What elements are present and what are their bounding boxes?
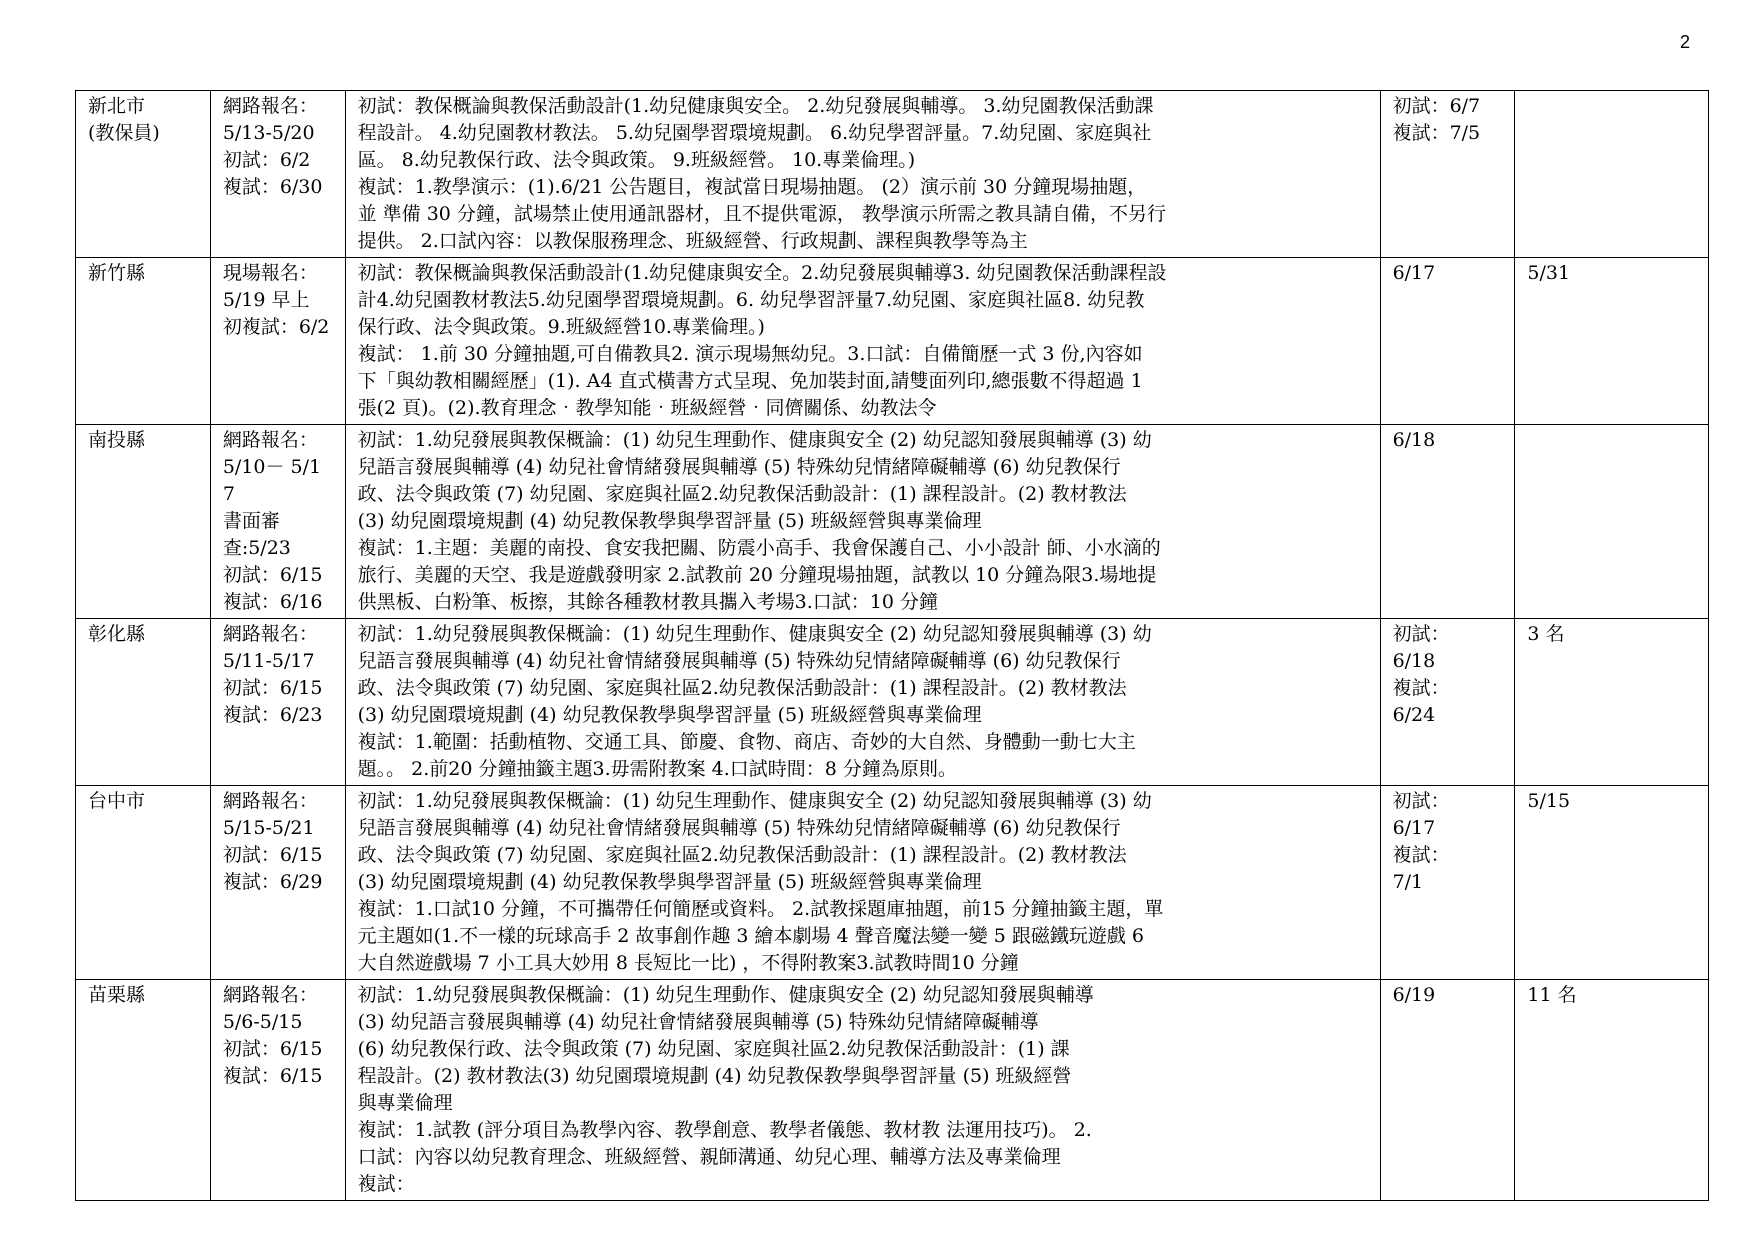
text-line: 網路報名： <box>222 429 318 451</box>
text-line: 保行政、法令與政策。9.班級經營10.專業倫理。) <box>357 316 765 338</box>
quota-cell <box>1515 619 1709 786</box>
text-line: 初試：教保概論與教保活動設計(1.幼兒健康與安全。 2.幼兒發展與輔導。 3.幼兒園教保活動課 <box>357 95 1154 117</box>
registration-cell <box>210 91 345 258</box>
quota-cell <box>1515 258 1709 425</box>
text-line: 複試： 1.前 30 分鐘抽題,可自備教具2. 演示現場無幼兒。3.口試：自備簡歷一式 3 份,內容如 <box>357 343 1143 365</box>
text-line: 政、法令與政策 (7) 幼兒園、家庭與社區2.幼兒教保活動設計：(1) 課程設計。(2) 教材教法 <box>357 483 1127 505</box>
text-line: 7/1 <box>1392 871 1424 893</box>
text-line: 複試：6/23 <box>222 704 323 726</box>
text-line: 新北市 <box>88 95 146 117</box>
text-line: 初試：1.幼兒發展與教保概論：(1) 幼兒生理動作、健康與安全 (2) 幼兒認知發展與輔導 (3) 幼 <box>357 623 1152 645</box>
registration-cell <box>210 980 345 1201</box>
text-line: 複試：7/5 <box>1392 122 1481 144</box>
exam-content-cell <box>345 425 1380 619</box>
table-row <box>76 980 1709 1201</box>
text-line: 查:5/23 <box>222 537 291 559</box>
text-line: 計4.幼兒園教材教法5.幼兒園學習環境規劃。6. 幼兒學習評量7.幼兒園、家庭與社區8. 幼兒教 <box>357 289 1145 311</box>
text-line: 6/17 <box>1392 817 1436 839</box>
region-cell <box>76 425 211 619</box>
exam-date-cell <box>1380 91 1515 258</box>
text-line: 題。。 2.前20 分鐘抽籤主題3.毋需附教案 4.口試時間：8 分鐘為原則。 <box>357 758 957 780</box>
text-line: 初試：6/15 <box>222 564 323 586</box>
text-line: 初試：6/15 <box>222 1038 323 1060</box>
text-line: 初試：6/15 <box>222 677 323 699</box>
text-line: 新竹縣 <box>88 262 146 284</box>
registration-cell <box>210 425 345 619</box>
text-line: 初試：1.幼兒發展與教保概論：(1) 幼兒生理動作、健康與安全 (2) 幼兒認知發展與輔導 (3) 幼 <box>357 790 1152 812</box>
text-line: 網路報名： <box>222 623 318 645</box>
text-line: 兒語言發展與輔導 (4) 幼兒社會情緒發展與輔導 (5) 特殊幼兒情緒障礙輔導 (6) 幼兒教保行 <box>357 456 1121 478</box>
text-line: 與專業倫理 <box>357 1092 453 1114</box>
text-line: 兒語言發展與輔導 (4) 幼兒社會情緒發展與輔導 (5) 特殊幼兒情緒障礙輔導 (6) 幼兒教保行 <box>357 817 1121 839</box>
region-cell <box>76 619 211 786</box>
text-line: 初試：1.幼兒發展與教保概論：(1) 幼兒生理動作、健康與安全 (2) 幼兒認知發展與輔導 (3) 幼 <box>357 429 1152 451</box>
text-line: 南投縣 <box>88 429 146 451</box>
exam-date-cell <box>1380 980 1515 1201</box>
text-line: 複試：1.範圍：括動植物、交通工具、節慶、食物、商店、奇妙的大自然、身體動一動七大主 <box>357 731 1136 753</box>
text-line: 網路報名： <box>222 95 318 117</box>
text-line: 兒語言發展與輔導 (4) 幼兒社會情緒發展與輔導 (5) 特殊幼兒情緒障礙輔導 (6) 幼兒教保行 <box>357 650 1121 672</box>
exam-content-cell <box>345 786 1380 980</box>
text-line: 政、法令與政策 (7) 幼兒園、家庭與社區2.幼兒教保活動設計：(1) 課程設計。(2) 教材教法 <box>357 844 1127 866</box>
text-line: 5/11-5/17 <box>222 650 315 672</box>
text-line: 提供。 2.口試內容：以教保服務理念、班級經營、行政規劃、課程與教學等為主 <box>357 230 1028 252</box>
registration-cell <box>210 786 345 980</box>
text-line: 5/15-5/21 <box>222 817 315 839</box>
text-line: 台中市 <box>88 790 146 812</box>
text-line: 11 名 <box>1527 984 1577 1006</box>
exam-schedule-table <box>75 90 1709 1201</box>
text-line: 複試： <box>1392 677 1450 699</box>
table-row <box>76 619 1709 786</box>
text-line: 初試：6/7 <box>1392 95 1481 117</box>
text-line: 初試：教保概論與教保活動設計(1.幼兒健康與安全。2.幼兒發展與輔導3. 幼兒園教保活動課程設 <box>357 262 1167 284</box>
text-line: 元主題如(1.不一樣的玩球高手 2 故事創作趣 3 繪本劇場 4 聲音魔法變一變 5 跟磁鐵玩遊戲 6 <box>357 925 1144 947</box>
table-body <box>76 91 1709 1201</box>
text-line: 政、法令與政策 (7) 幼兒園、家庭與社區2.幼兒教保活動設計：(1) 課程設計。(2) 教材教法 <box>357 677 1127 699</box>
table-row <box>76 425 1709 619</box>
registration-cell <box>210 258 345 425</box>
exam-date-cell <box>1380 619 1515 786</box>
region-cell <box>76 258 211 425</box>
quota-cell <box>1515 786 1709 980</box>
text-line: 複試：6/30 <box>222 176 323 198</box>
text-line: 大自然遊戲場 7 小工具大妙用 8 長短比一比) ，不得附教案3.試教時間10 分鐘 <box>357 952 1019 974</box>
text-line: 供黑板、白粉筆、板擦，其餘各種教材教具攜入考場3.口試：10 分鐘 <box>357 591 938 613</box>
text-line: 並 準備 30 分鐘，試場禁止使用通訊器材，且不提供電源， 教學演示所需之教具請自備，不另行 <box>357 203 1166 225</box>
text-line: 口試：內容以幼兒教育理念、班級經營、親師溝通、幼兒心理、輔導方法及專業倫理 <box>357 1146 1061 1168</box>
text-line: 彰化縣 <box>88 623 146 645</box>
text-line: 複試：6/15 <box>222 1065 323 1087</box>
exam-content-cell <box>345 619 1380 786</box>
quota-cell <box>1515 91 1709 258</box>
text-line: 3 名 <box>1527 623 1565 645</box>
page-number: 2 <box>1679 32 1690 52</box>
text-line: 初試：1.幼兒發展與教保概論：(1) 幼兒生理動作、健康與安全 (2) 幼兒認知發展與輔導 <box>357 984 1094 1006</box>
text-line: 網路報名： <box>222 984 318 1006</box>
region-cell <box>76 980 211 1201</box>
quota-cell <box>1515 980 1709 1201</box>
text-line: 下「與幼教相關經歷」(1). A4 直式橫書方式呈現、免加裝封面,請雙面列印,總張數不得超過 1 <box>357 370 1143 392</box>
text-line: 複試：1.教學演示：(1).6/21 公告題目，複試當日現場抽題。 (2）演示前 30 分鐘現場抽題， <box>357 176 1147 198</box>
text-line: 初複試：6/2 <box>222 316 330 338</box>
text-line: 初試： <box>1392 623 1450 645</box>
text-line: (3) 幼兒語言發展與輔導 (4) 幼兒社會情緒發展與輔導 (5) 特殊幼兒情緒障礙輔導 <box>357 1011 1039 1033</box>
text-line: 張(2 頁)。(2).教育理念‧教學知能‧班級經營‧同儕關係、幼教法令 <box>357 397 937 419</box>
text-line: 5/31 <box>1527 262 1571 284</box>
text-line: 5/10－ 5/17 <box>222 456 322 505</box>
text-line: 複試： <box>357 1173 415 1195</box>
text-line: (6) 幼兒教保行政、法令與政策 (7) 幼兒園、家庭與社區2.幼兒教保活動設計：(1) 課 <box>357 1038 1070 1060</box>
text-line: 旅行、美麗的天空、我是遊戲發明家 2.試教前 20 分鐘現場抽題，試教以 10 分鐘為限3.場地提 <box>357 564 1157 586</box>
text-line: 6/17 <box>1392 262 1436 284</box>
text-line: 6/18 <box>1392 429 1436 451</box>
text-line: (3) 幼兒園環境規劃 (4) 幼兒教保教學與學習評量 (5) 班級經營與專業倫理 <box>357 510 982 532</box>
text-line: 複試：1.主題：美麗的南投、食安我把關、防震小高手、我會保護自己、小小設計 師、小水滴的 <box>357 537 1161 559</box>
table-row <box>76 786 1709 980</box>
quota-cell <box>1515 425 1709 619</box>
text-line: 5/13-5/20 <box>222 122 315 144</box>
registration-cell <box>210 619 345 786</box>
text-line: 6/24 <box>1392 704 1436 726</box>
table-row <box>76 258 1709 425</box>
text-line: (3) 幼兒園環境規劃 (4) 幼兒教保教學與學習評量 (5) 班級經營與專業倫理 <box>357 871 982 893</box>
text-line: (教保員) <box>88 122 160 144</box>
text-line: 初試：6/2 <box>222 149 311 171</box>
text-line: 區。 8.幼兒教保行政、法令與政策。 9.班級經營。 10.專業倫理。) <box>357 149 916 171</box>
text-line: 現場報名： <box>222 262 318 284</box>
exam-content-cell <box>345 258 1380 425</box>
exam-content-cell <box>345 91 1380 258</box>
text-line: (3) 幼兒園環境規劃 (4) 幼兒教保教學與學習評量 (5) 班級經營與專業倫理 <box>357 704 982 726</box>
exam-date-cell <box>1380 258 1515 425</box>
region-cell <box>76 786 211 980</box>
text-line: 5/6-5/15 <box>222 1011 303 1033</box>
text-line: 5/19 早上 <box>222 289 310 311</box>
text-line: 複試：1.試教 (評分項目為教學內容、教學創意、教學者儀態、教材教 法運用技巧)。 2. <box>357 1119 1092 1141</box>
text-line: 苗栗縣 <box>88 984 146 1006</box>
text-line: 複試：1.口試10 分鐘，不可攜帶任何簡歷或資料。 2.試教採題庫抽題，前15 分鐘抽籤主題，單 <box>357 898 1164 920</box>
exam-content-cell <box>345 980 1380 1201</box>
exam-date-cell <box>1380 786 1515 980</box>
text-line: 程設計。 4.幼兒園教材教法。 5.幼兒園學習環境規劃。 6.幼兒學習評量。7.幼兒園、家庭與社 <box>357 122 1152 144</box>
table-row <box>76 91 1709 258</box>
text-line: 5/15 <box>1527 790 1571 812</box>
text-line: 複試：6/29 <box>222 871 323 893</box>
text-line: 初試：6/15 <box>222 844 323 866</box>
exam-date-cell <box>1380 425 1515 619</box>
text-line: 複試： <box>1392 844 1450 866</box>
text-line: 6/19 <box>1392 984 1436 1006</box>
region-cell <box>76 91 211 258</box>
text-line: 書面審 <box>222 510 280 532</box>
text-line: 網路報名： <box>222 790 318 812</box>
text-line: 複試：6/16 <box>222 591 323 613</box>
text-line: 6/18 <box>1392 650 1436 672</box>
text-line: 初試： <box>1392 790 1450 812</box>
text-line: 程設計。(2) 教材教法(3) 幼兒園環境規劃 (4) 幼兒教保教學與學習評量 (5) 班級經營 <box>357 1065 1072 1087</box>
